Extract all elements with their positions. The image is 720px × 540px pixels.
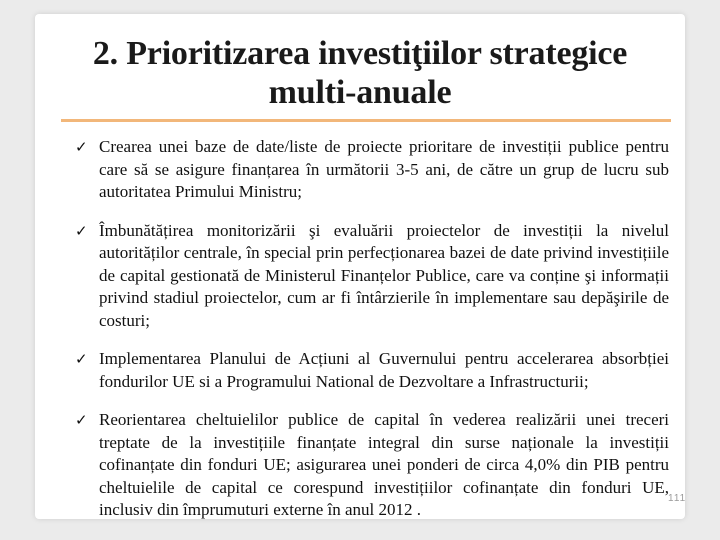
bullet-item — [61, 220, 669, 333]
check-icon: ✓ — [75, 138, 88, 156]
bullet-item — [61, 348, 669, 393]
slide-title-line-2: multi-anuale — [268, 74, 452, 111]
check-icon: ✓ — [75, 350, 88, 368]
bullet-text: Crearea unei baze de date/liste de proiecte prioritare de investiții publice pentru care să se asigure finanțarea în următorii 3-5 ani, de către un grup de lucru sub autoritatea Primului Ministru; — [99, 137, 669, 201]
check-icon: ✓ — [75, 221, 88, 240]
bullet-text: Reorientarea cheltuielilor publice de capital în vederea realizării unei treceri treptate de la investițiile finanțate integral din surse naționale la investiții cofinanțate din fonduri UE; asigurarea unei ponderi de circa 4,0% din PIB pentru cheltuielile de capital ce corespund investițiilor cofinanțate din fonduri UE, inclusiv din împrumuturi externe în anul 2012 . — [99, 410, 669, 519]
bullet-item — [61, 136, 669, 204]
bullet-text: Îmbunătățirea monitorizării şi evaluării proiectelor de investiții la nivelul autorităților centrale, în special prin perfecționarea bazei de date privind investițiile de capital gestionată de Ministerul Finanțelor Publice, care va conține şi informații privind stadiul proiectelor, cum ar fi întârzierile în implementare sau depăşirile de costuri; — [99, 220, 669, 330]
slide-title-line-1: 2. Prioritizarea investiţiilor strategice — [92, 35, 628, 72]
bullet-list — [61, 136, 669, 522]
slide-title — [35, 34, 685, 112]
slide — [35, 14, 685, 519]
title-divider — [61, 119, 671, 122]
page-number: 111 — [668, 493, 687, 504]
bullet-item — [61, 409, 669, 522]
bullet-text: Implementarea Planului de Acțiuni al Guvernului pentru accelerarea absorbției fondurilor UE si a Programului National de Dezvoltare a Infrastructurii; — [99, 349, 669, 391]
check-icon: ✓ — [75, 411, 88, 429]
